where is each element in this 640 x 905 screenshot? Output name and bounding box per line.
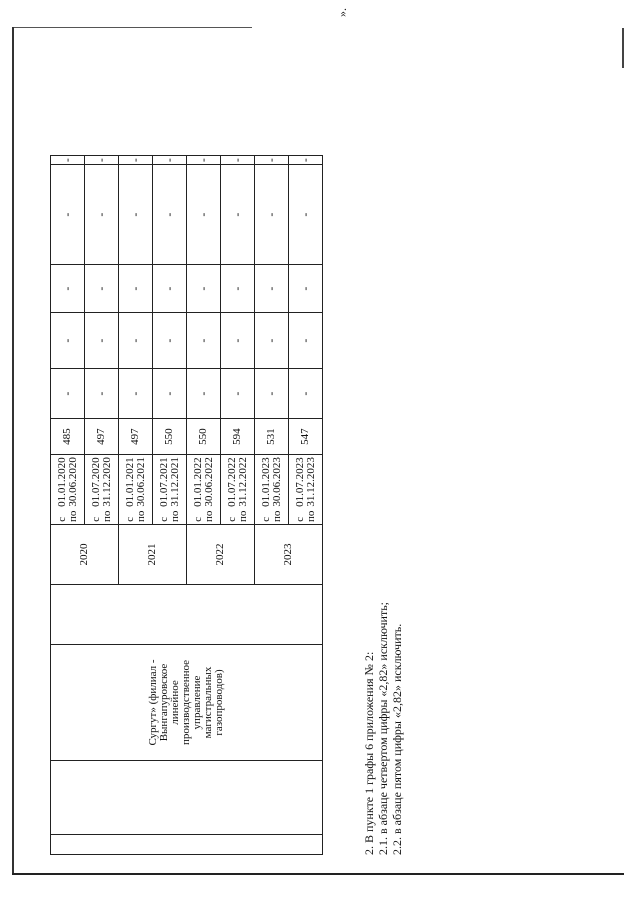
tariff-table [50, 155, 323, 855]
dash-cell: - [153, 156, 187, 165]
period-cell [51, 455, 85, 525]
period-to-date: 30.06.2020 [66, 457, 79, 507]
dash-cell: - [187, 156, 221, 165]
dash-cell: - [187, 265, 221, 313]
period-to-prefix: по [134, 510, 147, 522]
dash-cell: - [119, 265, 153, 313]
amendment-text [362, 395, 404, 855]
organization-line: производственное [180, 660, 192, 746]
period-from-prefix: с [55, 516, 68, 522]
period-to [238, 457, 249, 522]
period-to-date: 30.06.2023 [270, 457, 283, 507]
value-cell: 550 [153, 419, 187, 455]
period-to-prefix: по [100, 510, 113, 522]
period-from-prefix: с [157, 516, 170, 522]
period-to-prefix: по [66, 510, 79, 522]
dash-cell: - [51, 313, 85, 369]
dash-cell: - [255, 165, 289, 265]
dash-cell: - [255, 265, 289, 313]
value-cell: 497 [85, 419, 119, 455]
organization-line: газопроводов) [213, 669, 225, 736]
period-cell [119, 455, 153, 525]
dash-cell: - [289, 369, 323, 419]
organization-line: Сургут» (филиал - [147, 659, 159, 746]
period-from-date: 01.07.2020 [89, 457, 102, 507]
dash-cell: - [221, 369, 255, 419]
period-to-prefix: по [304, 510, 317, 522]
year-cell: 2022 [187, 525, 255, 585]
rotated-page [50, 8, 404, 855]
dash-cell: - [51, 165, 85, 265]
period-to-date: 31.12.2021 [168, 457, 181, 507]
period-to-date: 30.06.2021 [134, 457, 147, 507]
dash-cell: - [221, 165, 255, 265]
period-to [204, 457, 215, 522]
dash-cell: - [289, 313, 323, 369]
dash-cell: - [289, 165, 323, 265]
dash-cell: - [187, 369, 221, 419]
empty-cell [51, 761, 323, 835]
empty-cell [51, 835, 323, 855]
period-cell [85, 455, 119, 525]
period-to-prefix: по [270, 510, 283, 522]
value-cell: 594 [221, 419, 255, 455]
period-cell [255, 455, 289, 525]
dash-cell: - [119, 369, 153, 419]
dash-cell: - [85, 369, 119, 419]
period-cell [289, 455, 323, 525]
dash-cell: - [255, 313, 289, 369]
value-cell: 485 [51, 419, 85, 455]
organization-line: Вынгапуровское [158, 663, 170, 742]
dash-cell: - [289, 156, 323, 165]
period-to [272, 457, 283, 522]
period-to [306, 457, 317, 522]
year-cell: 2020 [51, 525, 119, 585]
period-to [102, 457, 113, 522]
period-cell [187, 455, 221, 525]
amendment-line-2: 2.1. в абзаце четвертом цифры «2,82» исключить; [376, 602, 390, 855]
period-to [136, 457, 147, 522]
period-from-date: 01.01.2021 [123, 457, 136, 507]
dash-cell: - [119, 165, 153, 265]
period-from-date: 01.07.2022 [225, 457, 238, 507]
empty-cell [51, 585, 323, 645]
dash-cell: - [85, 313, 119, 369]
period-to-date: 31.12.2022 [236, 457, 249, 507]
organization-line: магистральных [202, 666, 214, 739]
dash-cell: - [119, 313, 153, 369]
amendment-line-1: 2. В пункте 1 графы 6 приложения № 2: [362, 651, 376, 855]
table-body [51, 156, 323, 855]
year-cell: 2023 [255, 525, 323, 585]
dash-cell: - [51, 265, 85, 313]
organization-cell [51, 645, 323, 761]
period-from-prefix: с [123, 516, 136, 522]
period-from-date: 01.01.2020 [55, 457, 68, 507]
dash-cell: - [255, 156, 289, 165]
period-from-date: 01.01.2023 [259, 457, 272, 507]
period-from-prefix: с [293, 516, 306, 522]
year-cell: 2021 [119, 525, 187, 585]
table-row [51, 156, 85, 855]
dash-cell: - [153, 165, 187, 265]
value-cell: 531 [255, 419, 289, 455]
organization-line: линейное [169, 680, 181, 725]
dash-cell: - [289, 265, 323, 313]
dash-cell: - [187, 313, 221, 369]
amendment-line-3: 2.2. в абзаце пятом цифры «2,82» исключить. [390, 623, 404, 855]
value-cell: 497 [119, 419, 153, 455]
dash-cell: - [51, 369, 85, 419]
dash-cell: - [85, 165, 119, 265]
period-from-prefix: с [89, 516, 102, 522]
period-cell [221, 455, 255, 525]
period-to-date: 31.12.2020 [100, 457, 113, 507]
dash-cell: - [153, 313, 187, 369]
value-cell: 550 [187, 419, 221, 455]
page-edge-right [622, 28, 624, 68]
period-to-prefix: по [202, 510, 215, 522]
dash-cell: - [255, 369, 289, 419]
period-from-date: 01.01.2022 [191, 457, 204, 507]
dash-cell: - [119, 156, 153, 165]
period-to-prefix: по [236, 510, 249, 522]
dash-cell: - [51, 156, 85, 165]
dash-cell: - [221, 313, 255, 369]
dash-cell: - [85, 156, 119, 165]
period-from-prefix: с [259, 516, 272, 522]
dash-cell: - [153, 265, 187, 313]
period-to [170, 457, 181, 522]
dash-cell: - [85, 265, 119, 313]
period-to-date: 31.12.2023 [304, 457, 317, 507]
period-from-date: 01.07.2023 [293, 457, 306, 507]
page-edge-bottom [12, 873, 624, 875]
period-from-prefix: с [225, 516, 238, 522]
closing-quote: ». [335, 8, 349, 17]
dash-cell: - [221, 265, 255, 313]
organization-line: управление [191, 675, 203, 730]
period-from-prefix: с [191, 516, 204, 522]
period-cell [153, 455, 187, 525]
value-cell: 547 [289, 419, 323, 455]
period-to [68, 457, 79, 522]
period-to-date: 30.06.2022 [202, 457, 215, 507]
period-to-prefix: по [168, 510, 181, 522]
dash-cell: - [221, 156, 255, 165]
dash-cell: - [187, 165, 221, 265]
period-from-date: 01.07.2021 [157, 457, 170, 507]
page-edge-left [12, 27, 14, 875]
dash-cell: - [153, 369, 187, 419]
